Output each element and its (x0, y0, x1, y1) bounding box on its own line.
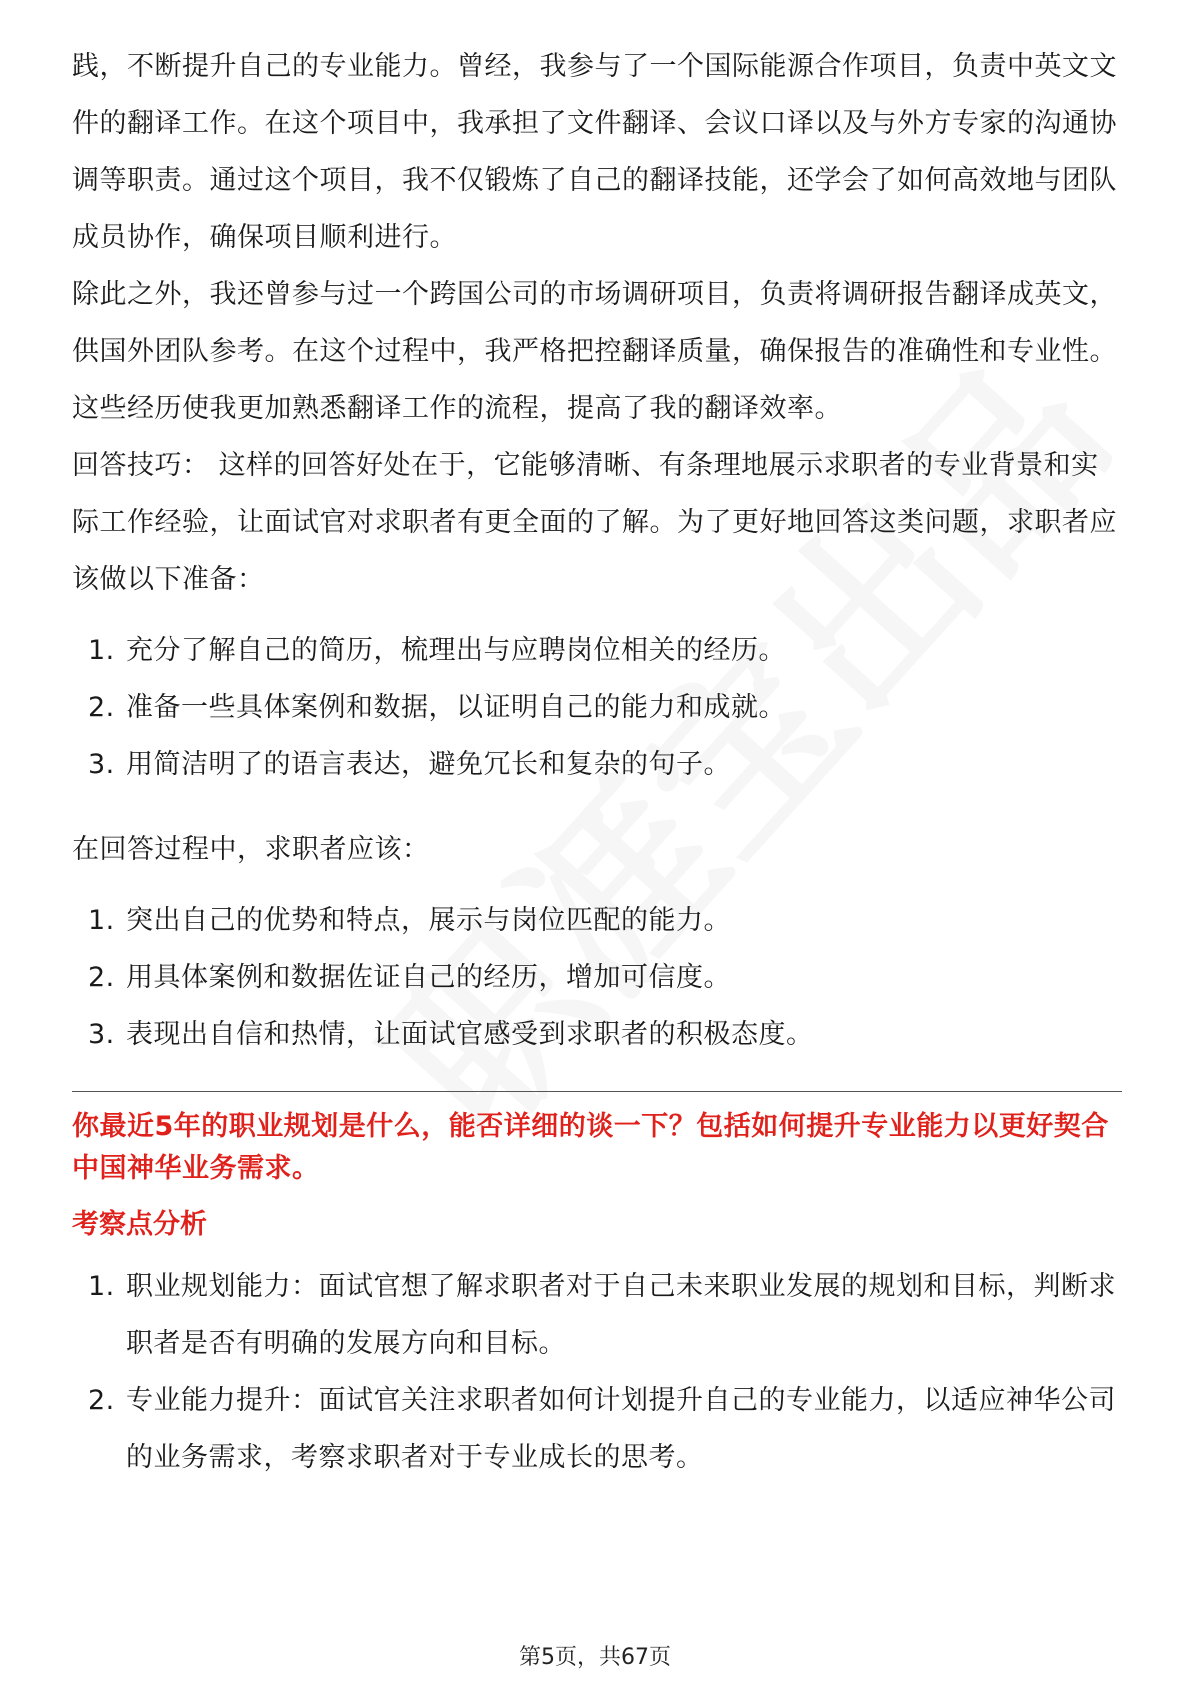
interview-question: 你最近5年的职业规划是什么，能否详细的谈一下？包括如何提升专业能力以更好契合中国神华业务需求。 (72, 1111, 1109, 1184)
document-page (72, 38, 1122, 1514)
prep-list-block (72, 622, 1122, 793)
list-item-text: 突出自己的优势和特点，展示与岗位匹配的能力。 (126, 905, 731, 936)
analysis-heading: 考察点分析 (72, 1209, 207, 1240)
list-item-text: 用具体案例和数据佐证自己的经历，增加可信度。 (126, 962, 731, 993)
during-list (72, 892, 1122, 1063)
list-item (72, 1372, 1122, 1486)
paragraph-during-answer: 在回答过程中，求职者应该： (72, 834, 430, 865)
list-item-text: 表现出自信和热情，让面试官感受到求职者的积极态度。 (126, 1019, 814, 1050)
list-item-text: 充分了解自己的简历，梳理出与应聘岗位相关的经历。 (126, 635, 786, 666)
during-list-block (72, 892, 1122, 1063)
list-number: 1. (88, 1271, 115, 1302)
list-item (72, 892, 1122, 949)
paragraph-project-experience: 践，不断提升自己的专业能力。曾经，我参与了一个国际能源合作项目，负责中英文文件的翻译工作。在这个项目中，我承担了文件翻译、会议口译以及与外方专家的沟通协调等职责。通过这个项目，我不仅锻炼了自己的翻译技能，还学会了如何高效地与团队成员协作，确保项目顺利进行。 (72, 51, 1117, 253)
paragraph-market-research: 除此之外，我还曾参与过一个跨国公司的市场调研项目，负责将调研报告翻译成英文，供国外团队参考。在这个过程中，我严格把控翻译质量，确保报告的准确性和专业性。这些经历使我更加熟悉翻译工作的流程，提高了我的翻译效率。 (72, 279, 1117, 424)
analysis-list-block (72, 1258, 1122, 1486)
list-number: 2. (88, 1385, 115, 1416)
list-number: 3. (88, 749, 115, 780)
section-divider (72, 1091, 1122, 1092)
list-number: 2. (88, 692, 115, 723)
list-item (72, 1258, 1122, 1372)
list-item (72, 949, 1122, 1006)
list-item-text: 用简洁明了的语言表达，避免冗长和复杂的句子。 (126, 749, 731, 780)
prep-list (72, 622, 1122, 793)
list-number: 1. (88, 905, 115, 936)
list-item (72, 622, 1122, 679)
list-item-text: 专业能力提升：面试官关注求职者如何计划提升自己的专业能力，以适应神华公司的业务需求，考察求职者对于专业成长的思考。 (126, 1385, 1116, 1473)
list-number: 3. (88, 1019, 115, 1050)
list-item-text: 职业规划能力：面试官想了解求职者对于自己未来职业发展的规划和目标，判断求职者是否有明确的发展方向和目标。 (126, 1271, 1116, 1359)
list-item (72, 736, 1122, 793)
list-number: 2. (88, 962, 115, 993)
list-item (72, 1006, 1122, 1063)
list-number: 1. (88, 635, 115, 666)
paragraph-answer-tips: 回答技巧： 这样的回答好处在于，它能够清晰、有条理地展示求职者的专业背景和实际工作经验，让面试官对求职者有更全面的了解。为了更好地回答这类问题，求职者应该做以下准备： (72, 450, 1117, 595)
list-item-text: 准备一些具体案例和数据，以证明自己的能力和成就。 (126, 692, 786, 723)
list-item (72, 679, 1122, 736)
analysis-list (72, 1258, 1122, 1486)
page-footer: 第5页，共67页 (519, 1645, 671, 1670)
